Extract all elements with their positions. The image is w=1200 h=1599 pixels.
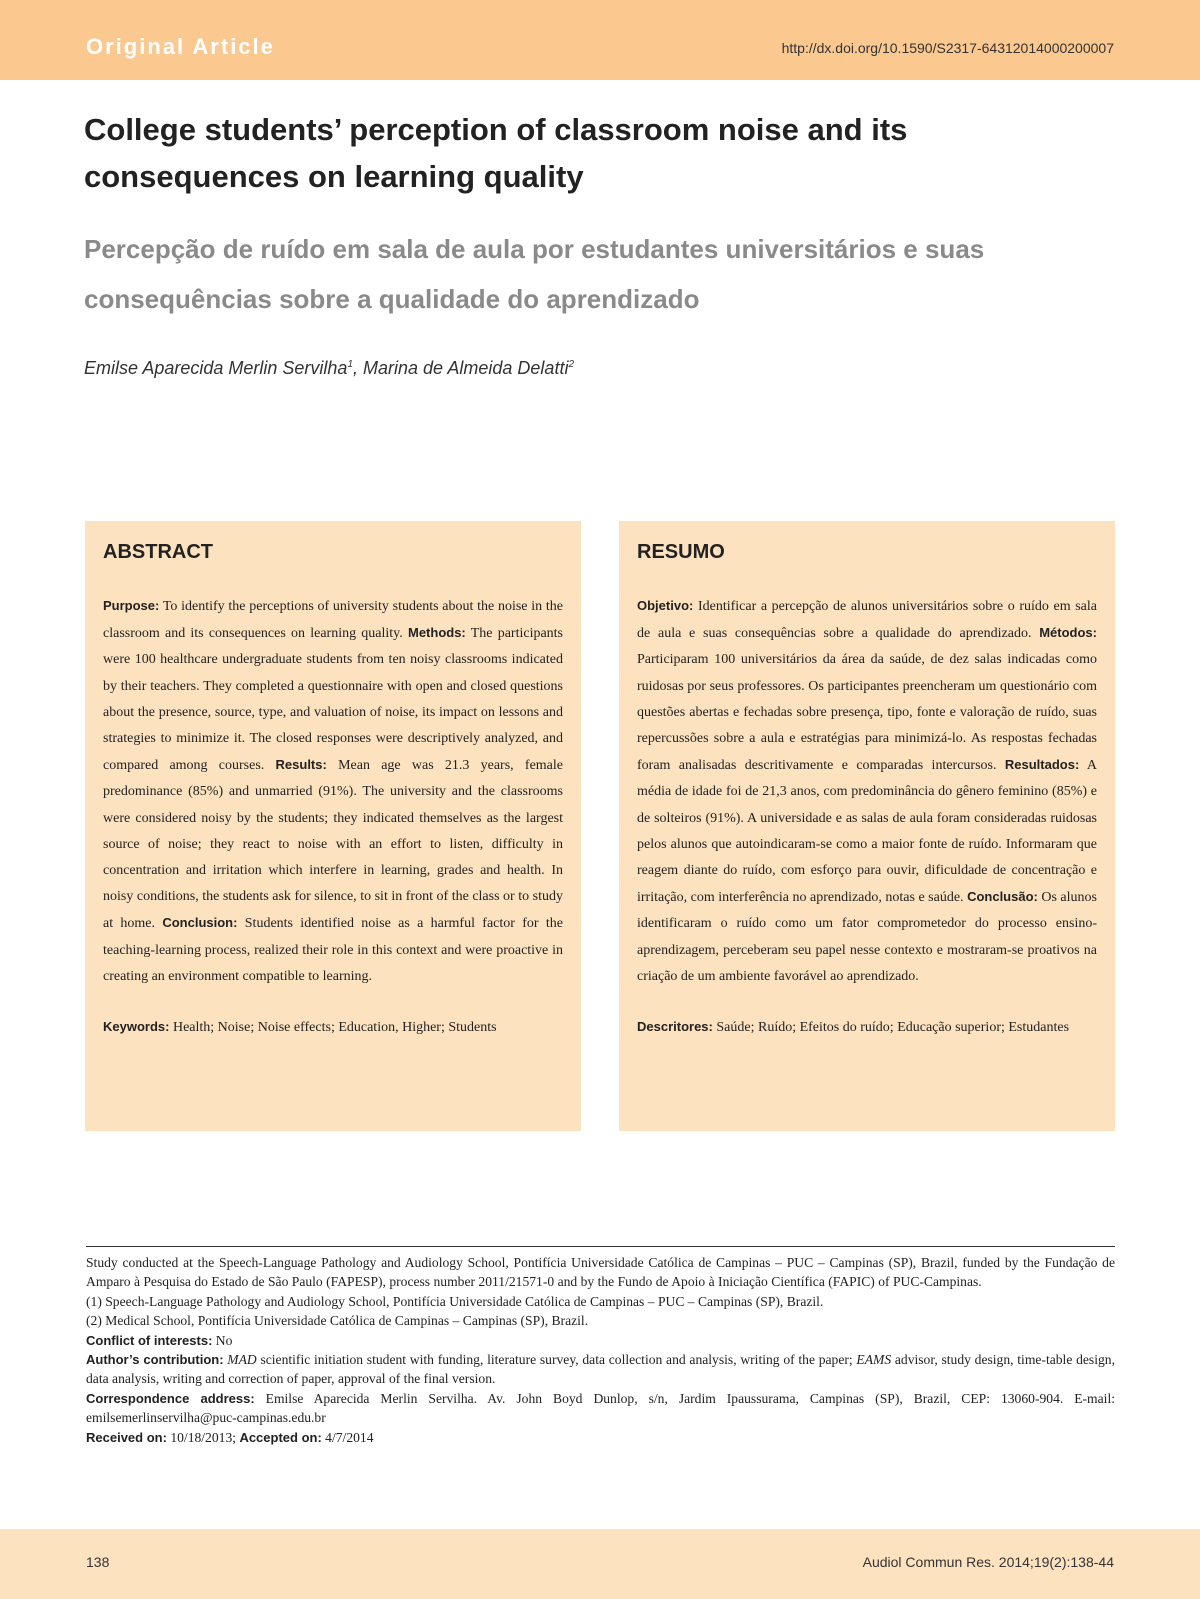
descritores-text: Saúde; Ruído; Efeitos do ruído; Educação superior; Estudantes bbox=[712, 1020, 1070, 1036]
conclusion-label: Conclusion: bbox=[162, 915, 238, 931]
descritores-label: Descritores: bbox=[637, 1019, 713, 1035]
affiliation-2: (2) Medical School, Pontifícia Universidade Católica de Campinas – Campinas (SP), Brazil. bbox=[86, 1313, 589, 1329]
correspondence-label: Correspondence address: bbox=[86, 1390, 255, 1406]
received-date: 10/18/2013; bbox=[166, 1429, 240, 1445]
article-subtitle: Percepção de ruído em sala de aula por estudantes universitários e suas consequências sobre a qualidade do aprendizado bbox=[84, 234, 985, 314]
abstract-heading: ABSTRACT bbox=[103, 541, 213, 563]
purpose-text: To identify the perceptions of university students about the noise in the classroom and its consequences on learning quality. bbox=[103, 599, 563, 642]
keywords bbox=[103, 1014, 563, 1041]
affiliation-marker: 1 bbox=[347, 359, 353, 370]
resultados-text: A média de idade foi de 21,3 anos, com predominância do gênero feminino (85%) e de solteiros (91%). A universidade e as salas de aula foram consideradas ruidosas pelos alunos que autoindicaram-se como a maior fonte de ruído. Informaram que reagem diante do ruído, com esforço para ouvir, dificuldade de concentração e irritação, com interferência no aprendizado, notas e saúde. bbox=[637, 758, 1097, 906]
conflict-label: Conflict of interests: bbox=[86, 1332, 213, 1348]
purpose-label: Purpose: bbox=[103, 598, 160, 613]
descritores bbox=[637, 1014, 1097, 1041]
author-name: Marina de Almeida Delatti bbox=[363, 358, 569, 378]
section-label: Original Article bbox=[86, 34, 275, 59]
resumo-box bbox=[619, 521, 1115, 1131]
article-title: College students’ perception of classroom noise and its consequences on learning quality bbox=[84, 112, 908, 194]
author-list bbox=[84, 358, 574, 379]
author-separator: , bbox=[353, 358, 364, 378]
contribution-label: Author’s contribution: bbox=[86, 1352, 224, 1368]
affiliation-1: (1) Speech-Language Pathology and Audiology School, Pontifícia Universidade Católica de Campinas – PUC – Campinas (SP), Brazil. bbox=[86, 1293, 824, 1309]
objetivo-label: Objetivo: bbox=[637, 598, 694, 613]
contribution-mid: scientific initiation student with funding, literature survey, data collection and analysis, writing of the paper; bbox=[256, 1352, 857, 1368]
results-text: Mean age was 21.3 years, female predominance (85%) and unmarried (91%). The university and the classrooms were considered noisy by the students; they indicated themselves as the largest source of noise; they react to noise with an effort to listen, difficulty in concentration and irritation which interfere in learning, grades and health. In noisy conditions, the students ask for silence, to sit in front of the class or to study at home. bbox=[103, 758, 563, 932]
study-note: Study conducted at the Speech-Language Pathology and Audiology School, Pontifícia Universidade Católica de Campinas – PUC – Campinas (SP), Brazil, funded by the Fundação de Amparo à Pesquisa do Estado de São Paulo (FAPESP), process number 2011/21571-0 and by the Fundo de Apoio à Iniciação Científica (FAPIC) of PUC-Campinas. bbox=[86, 1255, 1115, 1290]
methods-label: Methods: bbox=[407, 625, 466, 641]
received-label: Received on: bbox=[86, 1429, 167, 1445]
page-number: 138 bbox=[86, 1554, 110, 1570]
received-accepted bbox=[86, 1428, 1115, 1447]
conclusion-text: Students identified noise as a harmful factor for the teaching-learning process, realized their role in this context and were proactive in creating an environment compatible to learning. bbox=[103, 916, 563, 984]
correspondence-address bbox=[86, 1389, 1115, 1428]
conclusao-label: Conclusão: bbox=[967, 889, 1038, 905]
keywords-label: Keywords: bbox=[103, 1019, 170, 1035]
footnotes bbox=[86, 1246, 1115, 1447]
resultados-label: Resultados: bbox=[1004, 757, 1080, 773]
author-contribution bbox=[86, 1350, 1115, 1389]
affiliation-marker: 2 bbox=[568, 359, 575, 370]
conflict-of-interests bbox=[86, 1331, 1115, 1350]
accepted-date: 4/7/2014 bbox=[321, 1429, 374, 1445]
contribution-eams: EAMS bbox=[856, 1352, 892, 1368]
author-name: Emilse Aparecida Merlin Servilha bbox=[84, 358, 348, 378]
objetivo-text: Identificar a percepção de alunos universitários sobre o ruído em sala de aula e suas consequências sobre a qualidade do aprendizado. bbox=[637, 599, 1097, 642]
doi-link[interactable]: http://dx.doi.org/10.1590/S2317-64312014000200007 bbox=[781, 40, 1114, 56]
accepted-label: Accepted on: bbox=[239, 1429, 322, 1445]
metodos-label: Métodos: bbox=[1039, 625, 1097, 641]
metodos-text: Participaram 100 universitários da área da saúde, de dez salas indicadas como ruidosas por seus professores. Os participantes preencheram um questionário com questões abertas e fechadas sobre presença, tipo, fonte e valoração de ruído, suas repercussões sobre a aula e estratégias para minimizá-lo. As respostas fechadas foram analisadas descritivamente e comparadas intercursos. bbox=[637, 652, 1097, 774]
abstract-box bbox=[85, 521, 581, 1131]
contribution-end: advisor, study design, time-table design, data analysis, writing and correction of paper, approval of the final version. bbox=[86, 1352, 1115, 1387]
resumo-text bbox=[637, 593, 1097, 990]
journal-reference: Audiol Commun Res. 2014;19(2):138-44 bbox=[862, 1554, 1114, 1570]
conclusao-text: Os alunos identificaram o ruído como um fator comprometedor do processo ensino-aprendizagem, perceberam seu papel nesse contexto e mostraram-se proativos na criação de um ambiente favorável ao aprendizado. bbox=[637, 890, 1097, 984]
correspondence-value: Emilse Aparecida Merlin Servilha. Av. John Boyd Dunlop, s/n, Jardim Ipaussurama, Campinas (SP), Brazil, CEP: 13060-904. E-mail: emilsemerlinservilha@puc-campinas.edu.br bbox=[86, 1390, 1115, 1426]
conflict-value: No bbox=[212, 1332, 233, 1348]
results-label: Results: bbox=[275, 757, 327, 773]
keywords-text: Health; Noise; Noise effects; Education, Higher; Students bbox=[169, 1020, 497, 1036]
methods-text: The participants were 100 healthcare undergraduate students from ten noisy classrooms indicated by their teachers. They completed a questionnaire with open and closed questions about the presence, source, type, and valuation of noise, its impact on lessons and strategies to minimize it. The closed responses were descriptively analyzed, and compared among courses. bbox=[103, 626, 564, 774]
resumo-heading: RESUMO bbox=[637, 541, 725, 563]
abstract-text bbox=[103, 593, 563, 990]
contribution-mad: MAD bbox=[227, 1352, 257, 1368]
